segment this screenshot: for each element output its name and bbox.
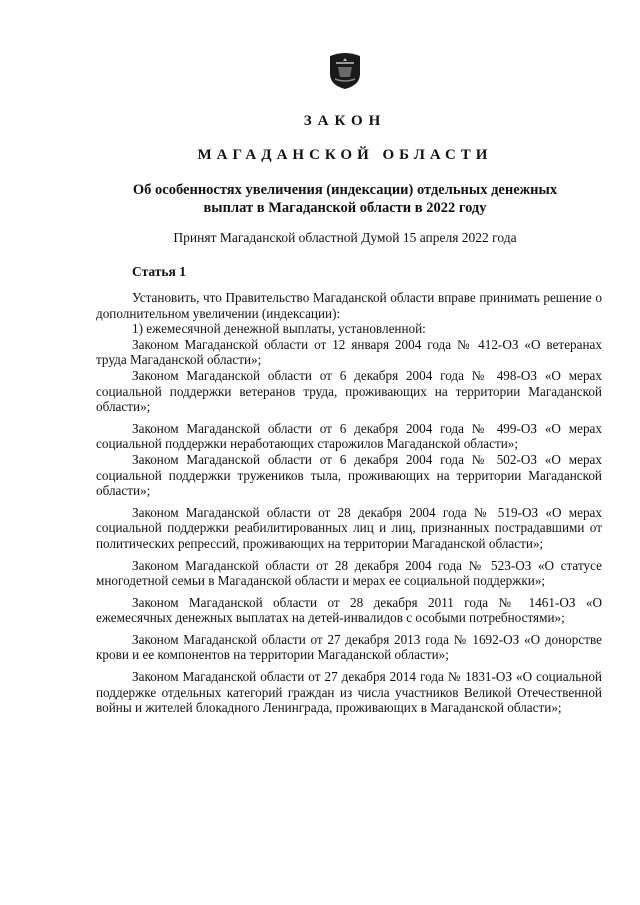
list-item: Законом Магаданской области от 6 декабря 2004 года № 502-ОЗ «О мерах социальной поддержки тружеников тыла, проживающих на территории Магаданской области»; — [96, 451, 602, 499]
list-item: Законом Магаданской области от 28 декабря 2004 года № 523-ОЗ «О статусе многодетной семьи в Магаданской области и мерах ее социальной поддержки»; — [96, 557, 602, 589]
article-heading: Статья 1 — [132, 264, 186, 279]
list-item: Законом Магаданской области от 6 декабря 2004 года № 498-ОЗ «О мерах социальной поддержки ветеранов труда, проживающих на территории Магаданской области»; — [96, 367, 602, 415]
list-item: Законом Магаданской области от 27 декабря 2013 года № 1692-ОЗ «О донорстве крови и ее компонентов на территории Магаданской области»; — [96, 631, 602, 663]
law-title: ЗАКОН — [303, 113, 387, 129]
list-item: 1) ежемесячной денежной выплаты, установленной: — [132, 321, 426, 337]
adoption-line: Принят Магаданской областной Думой 15 апреля 2022 года — [173, 230, 517, 245]
paragraph: Установить, что Правительство Магаданской области вправе принимать решение о дополнительном увеличении (индексации): — [96, 290, 602, 321]
coat-of-arms-emblem — [328, 50, 362, 90]
list-item: Законом Магаданской области от 28 декабря 2011 года № 1461-ОЗ «О ежемесячных денежных выплатах на детей-инвалидов с особыми потребностями»; — [96, 594, 602, 626]
list-item: Законом Магаданской области от 28 декабря 2004 года № 519-ОЗ «О мерах социальной поддержки реабилитированных лиц и лиц, признанных пострадавшими от политических репрессий, проживающих на территории Магаданской области»; — [96, 504, 602, 551]
law-subject: Об особенностях увеличения (индексации) отдельных денежных выплат в Магаданской области в 2022 году — [132, 182, 558, 216]
article-body — [96, 290, 602, 716]
region-title: МАГАДАНСКОЙ ОБЛАСТИ — [197, 147, 493, 163]
list-item: Законом Магаданской области от 27 декабря 2014 года № 1831-ОЗ «О социальной поддержке отдельных категорий граждан из числа участников Великой Отечественной войны и жителей блокадного Ленинграда, проживающих в Магаданской области»; — [96, 669, 602, 716]
list-item: Законом Магаданской области от 12 января 2004 года № 412-ОЗ «О ветеранах труда Магаданской области»; — [96, 336, 602, 368]
list-item: Законом Магаданской области от 6 декабря 2004 года № 499-ОЗ «О мерах социальной поддержки неработающих старожилов Магаданской области»; — [96, 420, 602, 452]
